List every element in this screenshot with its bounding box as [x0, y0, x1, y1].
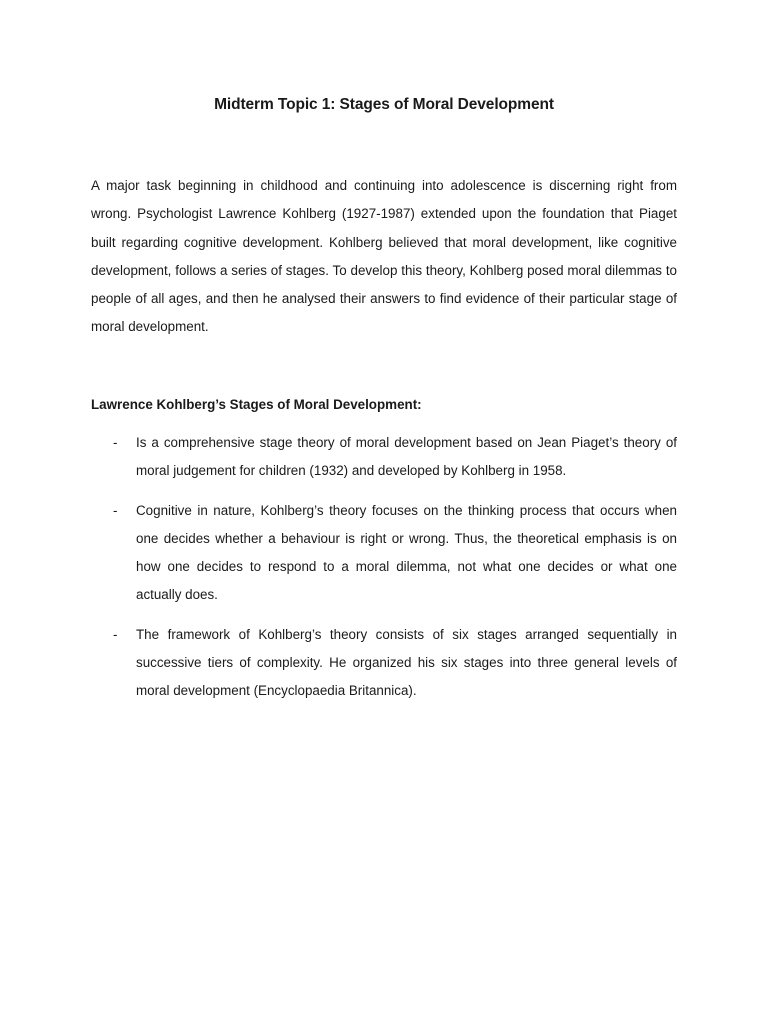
bullet-text: Cognitive in nature, Kohlberg’s theory focuses on the thinking process that occurs when one decides whether a behaviour is right or wrong. Thus, the theoretical emphasis is on how one decides to respond to a moral dilemma, not what one decides or what one actually does.: [136, 502, 677, 603]
bullet-item: [91, 497, 677, 610]
bullet-list: [91, 429, 677, 717]
page-title: Midterm Topic 1: Stages of Moral Development: [214, 96, 554, 113]
bullet-text: The framework of Kohlberg’s theory consists of six stages arranged sequentially in successive tiers of complexity. He organized his six stages into three general levels of moral development (Encyclopaedia Britannica).: [136, 626, 677, 699]
dash-marker: -: [113, 435, 118, 450]
intro-paragraph: A major task beginning in childhood and continuing into adolescence is discerning right from wrong. Psychologist Lawrence Kohlberg (1927-1987) extended upon the foundation that Piaget built regarding cognitive development. Kohlberg believed that moral development, like cognitive development, follows a series of stages. To develop this theory, Kohlberg posed moral dilemmas to people of all ages, and then he analysed their answers to find evidence of their particular stage of moral development.: [91, 178, 677, 335]
dash-marker: -: [113, 502, 118, 518]
bullet-item: [91, 429, 677, 486]
bullet-text: Is a comprehensive stage theory of moral development based on Jean Piaget’s theory of moral judgement for children (1932) and developed by Kohlberg in 1958.: [136, 435, 677, 479]
bullet-item: [91, 621, 677, 706]
dash-marker: -: [113, 626, 118, 642]
section-heading: Lawrence Kohlberg’s Stages of Moral Development:: [91, 397, 422, 412]
